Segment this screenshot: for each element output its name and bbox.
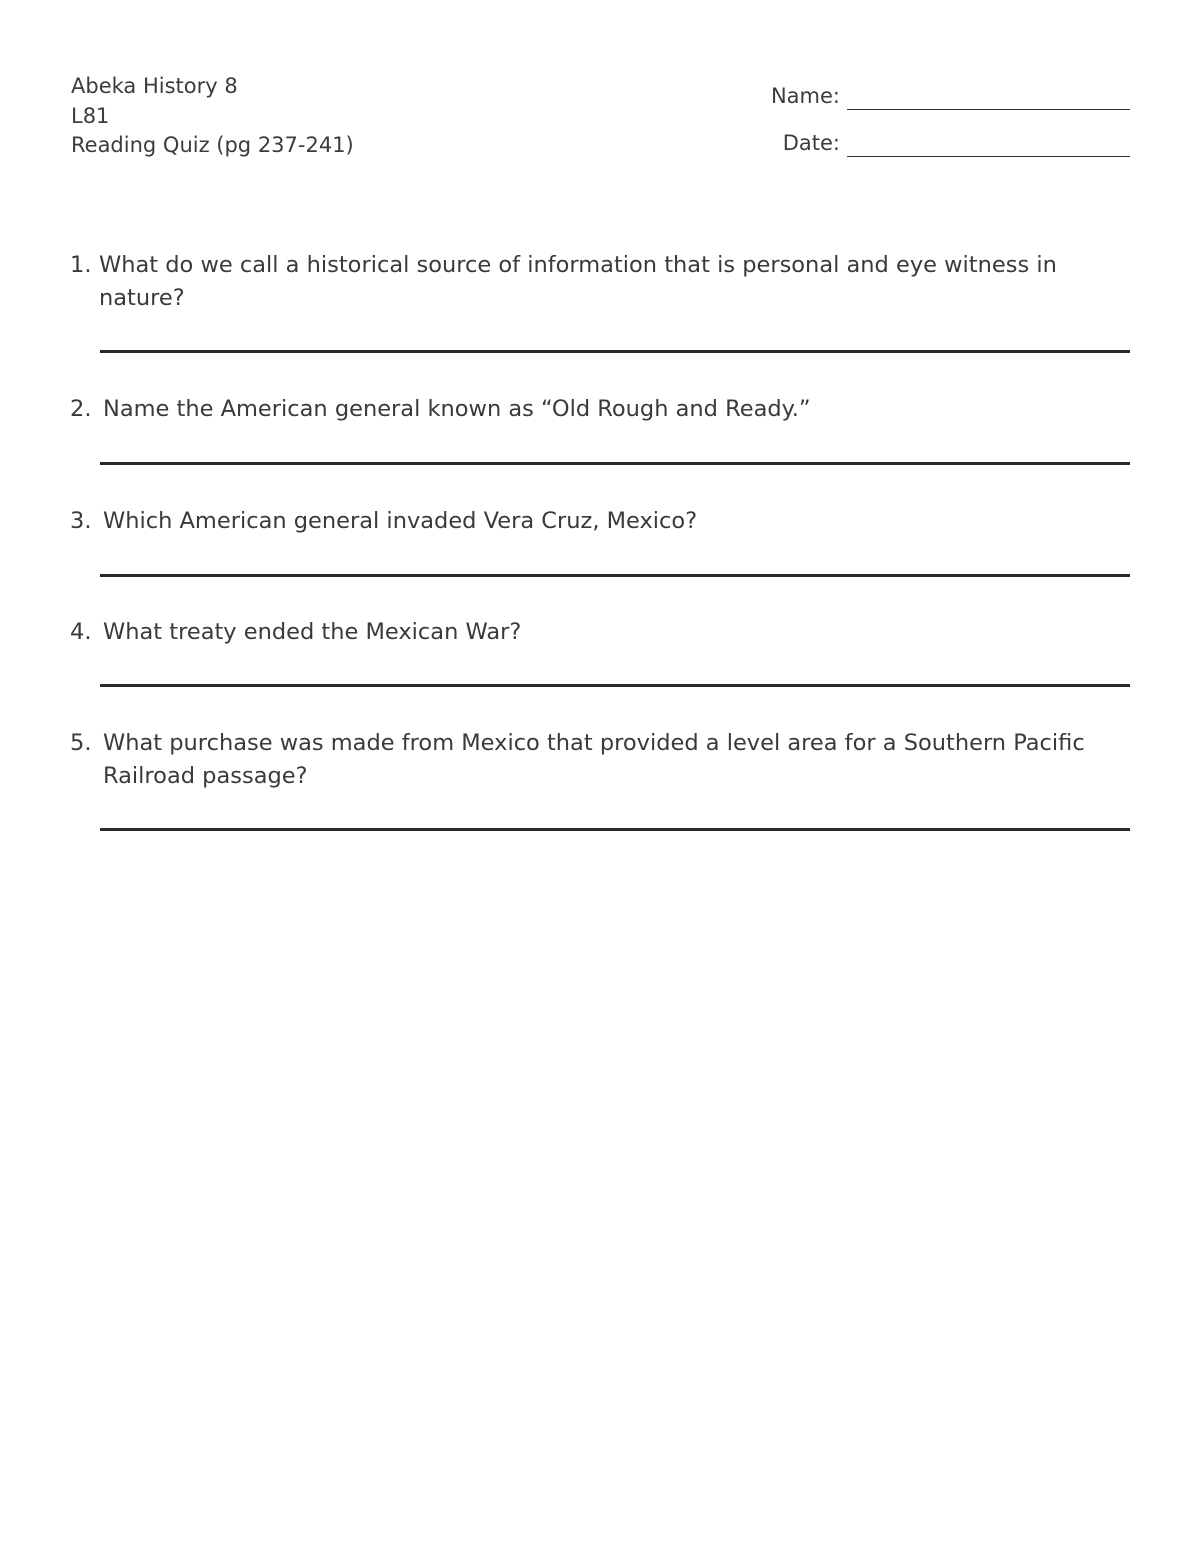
question-2 (70, 393, 1130, 426)
question-text: What purchase was made from Mexico that provided a level area for a Southern Pacific Railroad passage? (103, 730, 1085, 789)
quiz-header (71, 72, 354, 161)
name-blank-line[interactable] (847, 109, 1130, 110)
question-text: What treaty ended the Mexican War? (103, 619, 522, 645)
name-label: Name: (770, 84, 840, 108)
course-title: Abeka History 8 (71, 74, 238, 98)
date-blank-line[interactable] (847, 156, 1130, 157)
quiz-title: Reading Quiz (pg 237-241) (71, 133, 354, 157)
question-number: 2. (70, 396, 92, 422)
question-5 (70, 727, 1130, 792)
answer-line-3[interactable] (100, 574, 1130, 577)
question-number: 5. (70, 730, 92, 756)
name-field[interactable] (700, 74, 1130, 110)
question-number: 1. (70, 252, 92, 278)
answer-line-1[interactable] (100, 350, 1130, 353)
question-number: 3. (70, 508, 92, 534)
date-label: Date: (782, 131, 840, 155)
answer-line-2[interactable] (100, 462, 1130, 465)
question-3 (70, 505, 1130, 538)
question-text: What do we call a historical source of information that is personal and eye witness in nature? (99, 252, 1057, 311)
question-text: Name the American general known as “Old Rough and Ready.” (103, 396, 811, 422)
question-text: Which American general invaded Vera Cruz, Mexico? (103, 508, 698, 534)
question-4 (70, 616, 1130, 649)
answer-line-4[interactable] (100, 684, 1130, 687)
answer-line-5[interactable] (100, 828, 1130, 831)
question-1 (70, 249, 1130, 314)
date-field[interactable] (700, 121, 1130, 157)
question-number: 4. (70, 619, 92, 645)
lesson-number: L81 (71, 103, 110, 128)
